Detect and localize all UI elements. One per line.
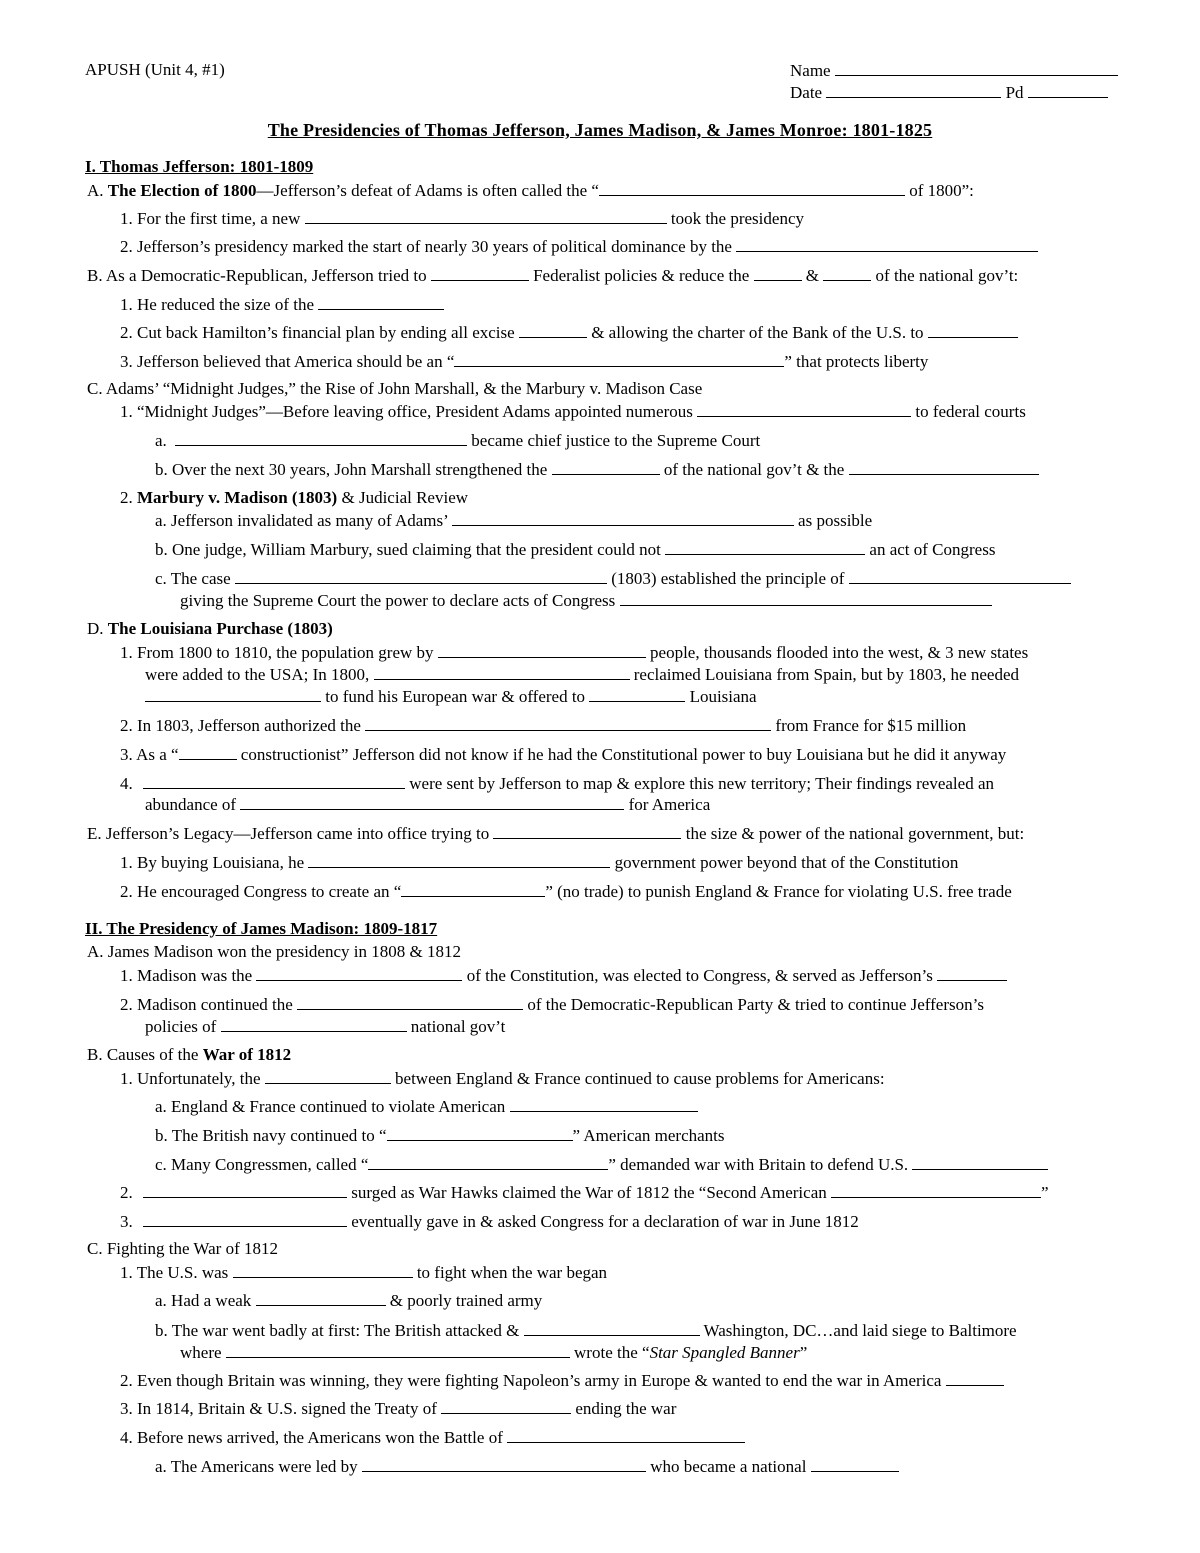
- item-text: ”: [1041, 1183, 1049, 1202]
- blank[interactable]: [754, 265, 802, 281]
- item-text: The British navy continued to “: [171, 1126, 387, 1145]
- item-letter: b.: [155, 1321, 168, 1340]
- blank[interactable]: [362, 1456, 646, 1472]
- date-label: Date: [790, 83, 823, 102]
- item-letter: b.: [155, 540, 168, 559]
- item-text: —Jefferson’s defeat of Adams is often called the “: [256, 181, 599, 200]
- blank[interactable]: [928, 322, 1018, 338]
- blank[interactable]: [265, 1068, 391, 1084]
- blank[interactable]: [912, 1154, 1048, 1170]
- item-text: One judge, William Marbury, sued claiming that the president could not: [172, 540, 666, 559]
- outline-item-1E2: [120, 881, 1012, 902]
- item-bold-text: War of 1812: [202, 1045, 292, 1064]
- item-text: Over the next 30 years, John Marshall strengthened the: [172, 460, 552, 479]
- item-text: people, thousands flooded into the west, & 3 new states: [645, 643, 1029, 662]
- item-letter: c.: [155, 569, 167, 588]
- item-number: 2.: [120, 1371, 133, 1390]
- name-row: [790, 60, 1118, 81]
- period-label: Pd: [1005, 83, 1024, 102]
- blank[interactable]: [175, 430, 467, 446]
- item-letter: A.: [87, 181, 104, 200]
- item-bold-text: The Election of 1800: [107, 181, 257, 200]
- item-text: policies of: [145, 1017, 221, 1036]
- item-text: wrote the “: [569, 1343, 650, 1362]
- item-text: surged as War Hawks claimed the War of 1812 the “Second American: [347, 1183, 831, 1202]
- item-number: 1.: [120, 643, 133, 662]
- item-text: as possible: [793, 511, 873, 530]
- item-text: Causes of the: [106, 1045, 203, 1064]
- blank[interactable]: [665, 539, 865, 555]
- blank[interactable]: [179, 744, 237, 760]
- outline-item-1C1: [120, 401, 1026, 422]
- item-text: From 1800 to 1810, the population grew by: [137, 643, 438, 662]
- outline-item-2C1a: [155, 1290, 542, 1311]
- item-text: government power beyond that of the Constitution: [610, 853, 959, 872]
- outline-item-1C2: [120, 488, 468, 508]
- course-label: APUSH (Unit 4, #1): [85, 60, 225, 79]
- outline-item-1A2: [120, 236, 1038, 257]
- outline-item-1B: [87, 265, 1018, 286]
- item-text: reclaimed Louisiana from Spain, but by 1803, he needed: [629, 665, 1019, 684]
- item-letter: a.: [155, 1457, 167, 1476]
- item-number: 4.: [120, 1428, 133, 1447]
- blank[interactable]: [849, 568, 1071, 584]
- outline-item-1C1a: [155, 430, 760, 451]
- item-text: to fund his European war & offered to: [321, 687, 590, 706]
- outline-item-2C4: [120, 1427, 745, 1448]
- item-text: Madison continued the: [137, 995, 298, 1014]
- item-text: James Madison won the presidency in 1808 & 1812: [107, 942, 461, 961]
- blank[interactable]: [589, 686, 685, 702]
- outline-item-1C2a: [155, 510, 872, 531]
- blank[interactable]: [145, 686, 321, 702]
- blank[interactable]: [305, 208, 667, 224]
- blank[interactable]: [849, 459, 1039, 475]
- blank[interactable]: [831, 1182, 1041, 1198]
- outline-item-1D4-cont: [145, 794, 710, 815]
- blank[interactable]: [599, 180, 905, 196]
- item-text: Jefferson believed that America should be an “: [137, 352, 455, 371]
- blank[interactable]: [221, 1016, 407, 1032]
- blank[interactable]: [620, 590, 992, 606]
- item-text: He encouraged Congress to create an “: [137, 882, 402, 901]
- outline-item-2C1b: [155, 1320, 1017, 1341]
- blank[interactable]: [524, 1320, 700, 1336]
- item-bold-text: The Louisiana Purchase (1803): [107, 619, 333, 638]
- name-label: Name: [790, 61, 831, 80]
- outline-item-1D1: [120, 642, 1028, 663]
- outline-item-1C1b: [155, 459, 1039, 480]
- item-text: to fight when the war began: [412, 1263, 608, 1282]
- outline-item-2B3: [120, 1211, 859, 1232]
- item-letter: a.: [155, 431, 167, 450]
- item-number: 1.: [120, 966, 133, 985]
- blank[interactable]: [452, 510, 794, 526]
- item-text: an act of Congress: [865, 540, 996, 559]
- outline-item-1D: [87, 619, 333, 639]
- item-text: for America: [624, 795, 711, 814]
- outline-item-2A1: [120, 965, 1007, 986]
- item-text: He reduced the size of the: [137, 295, 319, 314]
- outline-item-1D3: [120, 744, 1006, 765]
- item-text: of 1800”:: [904, 181, 974, 200]
- blank[interactable]: [401, 881, 545, 897]
- item-text: Washington, DC…and laid siege to Baltimore: [699, 1321, 1017, 1340]
- item-text: “Midnight Judges”—Before leaving office, President Adams appointed numerous: [137, 402, 698, 421]
- outline-item-2A: [87, 942, 461, 962]
- item-text: took the presidency: [666, 209, 804, 228]
- item-text: For the first time, a new: [137, 209, 305, 228]
- item-number: 1.: [120, 402, 133, 421]
- outline-item-2B1a: [155, 1096, 698, 1117]
- song-title: Star Spangled Banner: [649, 1343, 800, 1362]
- item-number: 2.: [120, 323, 133, 342]
- blank[interactable]: [454, 351, 784, 367]
- item-text: Madison was the: [137, 966, 257, 985]
- outline-item-1D4: [120, 773, 994, 794]
- period-field[interactable]: [1028, 82, 1108, 98]
- item-text: of the national gov’t:: [871, 266, 1019, 285]
- blank[interactable]: [493, 823, 681, 839]
- item-text: The Americans were led by: [170, 1457, 362, 1476]
- outline-item-2B: [87, 1045, 291, 1065]
- blank[interactable]: [823, 265, 871, 281]
- outline-item-2A2: [120, 994, 984, 1015]
- outline-item-1C2b: [155, 539, 995, 560]
- blank[interactable]: [308, 852, 610, 868]
- blank[interactable]: [697, 401, 911, 417]
- outline-item-2B1: [120, 1068, 885, 1089]
- item-letter: a.: [155, 1097, 167, 1116]
- item-letter: c.: [155, 1155, 167, 1174]
- blank[interactable]: [318, 294, 444, 310]
- item-letter: a.: [155, 1291, 167, 1310]
- outline-item-1C2c-cont: [180, 590, 992, 611]
- item-text: eventually gave in & asked Congress for a declaration of war in June 1812: [347, 1212, 859, 1231]
- blank[interactable]: [431, 265, 529, 281]
- outline-item-1E: [87, 823, 1024, 844]
- name-field[interactable]: [835, 60, 1118, 76]
- item-text: where: [180, 1343, 226, 1362]
- item-text: of the Democratic-Republican Party & tried to continue Jefferson’s: [523, 995, 984, 1014]
- blank[interactable]: [365, 715, 771, 731]
- item-text: giving the Supreme Court the power to declare acts of Congress: [180, 591, 620, 610]
- outline-item-1D1-cont1: [145, 664, 1019, 685]
- item-text: were sent by Jefferson to map & explore this new territory; Their findings revealed an: [405, 774, 994, 793]
- blank[interactable]: [240, 794, 624, 810]
- item-text: As a “: [136, 745, 179, 764]
- blank[interactable]: [441, 1398, 571, 1414]
- blank[interactable]: [143, 1211, 347, 1227]
- outline-item-1B2: [120, 322, 1018, 343]
- outline-item-2C1: [120, 1262, 607, 1283]
- item-text: ending the war: [571, 1399, 677, 1418]
- blank[interactable]: [226, 1342, 570, 1358]
- blank[interactable]: [937, 965, 1007, 981]
- item-number: 2.: [120, 995, 133, 1014]
- outline-item-1C2c: [155, 568, 1071, 589]
- outline-item-2C3: [120, 1398, 676, 1419]
- item-text: The case: [170, 569, 235, 588]
- outline-item-1B1: [120, 294, 444, 315]
- blank[interactable]: [946, 1370, 1004, 1386]
- item-text: The war went badly at first: The British attacked &: [171, 1321, 524, 1340]
- outline-item-2B2: [120, 1182, 1049, 1203]
- item-number: 2.: [120, 488, 133, 507]
- item-text: Jefferson invalidated as many of Adams’: [171, 511, 452, 530]
- item-text: became chief justice to the Supreme Court: [467, 431, 761, 450]
- item-text: between England & France continued to cause problems for Americans:: [390, 1069, 885, 1088]
- section-1-heading: I. Thomas Jefferson: 1801-1809: [85, 157, 314, 176]
- outline-item-2A2-cont: [145, 1016, 505, 1037]
- item-letter: C.: [87, 379, 103, 398]
- outline-item-2C1b-cont: [180, 1342, 807, 1363]
- item-text: & allowing the charter of the Bank of the U.S. to: [586, 323, 928, 342]
- item-number: 2.: [120, 237, 133, 256]
- outline-item-1D1-cont2: [145, 686, 757, 707]
- item-text: were added to the USA; In 1800,: [145, 665, 374, 684]
- blank[interactable]: [736, 236, 1038, 252]
- item-letter: D.: [87, 619, 104, 638]
- item-text: & Judicial Review: [337, 488, 469, 507]
- item-text: (1803) established the principle of: [606, 569, 849, 588]
- blank[interactable]: [811, 1456, 899, 1472]
- item-text: national gov’t: [406, 1017, 506, 1036]
- outline-item-1A1: [120, 208, 804, 229]
- item-text: Even though Britain was winning, they were fighting Napoleon’s army in Europe & wanted to end the war in America: [137, 1371, 946, 1390]
- item-text: &: [801, 266, 824, 285]
- item-text: Federalist policies & reduce the: [528, 266, 754, 285]
- outline-item-1A: [87, 180, 974, 201]
- item-text: Before news arrived, the Americans won the Battle of: [137, 1428, 508, 1447]
- blank[interactable]: [143, 773, 405, 789]
- blank[interactable]: [519, 322, 587, 338]
- item-text: As a Democratic-Republican, Jefferson tried to: [105, 266, 431, 285]
- blank[interactable]: [233, 1262, 413, 1278]
- blank[interactable]: [256, 1290, 386, 1306]
- item-letter: B.: [87, 1045, 103, 1064]
- item-number: 1.: [120, 209, 133, 228]
- blank[interactable]: [438, 642, 646, 658]
- item-text: Fighting the War of 1812: [106, 1239, 278, 1258]
- item-text: In 1803, Jefferson authorized the: [137, 716, 366, 735]
- item-text: Had a weak: [171, 1291, 256, 1310]
- item-letter: b.: [155, 1126, 168, 1145]
- item-number: 4.: [120, 774, 133, 793]
- item-number: 2.: [120, 882, 133, 901]
- blank[interactable]: [552, 459, 660, 475]
- item-text: ” demanded war with Britain to defend U.S.: [608, 1155, 913, 1174]
- item-text: Cut back Hamilton’s financial plan by ending all excise: [137, 323, 519, 342]
- item-text: By buying Louisiana, he: [137, 853, 309, 872]
- item-text: ” American merchants: [572, 1126, 725, 1145]
- item-text: who became a national: [645, 1457, 811, 1476]
- outline-item-1B3: [120, 351, 928, 372]
- item-text: to federal courts: [911, 402, 1026, 421]
- blank[interactable]: [256, 965, 462, 981]
- item-number: 1.: [120, 853, 133, 872]
- item-text: ” that protects liberty: [784, 352, 929, 371]
- page-title: The Presidencies of Thomas Jefferson, James Madison, & James Monroe: 1801-1825: [267, 120, 933, 140]
- outline-item-2B1b: [155, 1125, 725, 1146]
- date-row: [790, 82, 1108, 103]
- item-number: 3.: [120, 745, 133, 764]
- outline-item-1E1: [120, 852, 958, 873]
- item-text: Many Congressmen, called “: [171, 1155, 369, 1174]
- date-field[interactable]: [826, 82, 1001, 98]
- outline-item-2C2: [120, 1370, 1004, 1391]
- item-letter: E.: [87, 824, 102, 843]
- item-text: England & France continued to violate American: [171, 1097, 510, 1116]
- item-text: Louisiana: [685, 687, 757, 706]
- item-number: 1.: [120, 1069, 133, 1088]
- blank[interactable]: [387, 1125, 573, 1141]
- item-bold-text: Marbury v. Madison (1803): [137, 488, 338, 507]
- section-2-heading: II. The Presidency of James Madison: 1809-1817: [85, 919, 438, 938]
- blank[interactable]: [374, 664, 630, 680]
- item-text: Unfortunately, the: [137, 1069, 265, 1088]
- outline-item-1D2: [120, 715, 966, 736]
- item-number: 2.: [120, 716, 133, 735]
- item-text: of the Constitution, was elected to Congress, & served as Jefferson’s: [462, 966, 938, 985]
- blank[interactable]: [297, 994, 523, 1010]
- item-text: Jefferson’s Legacy—Jefferson came into office trying to: [105, 824, 494, 843]
- item-number: 1.: [120, 1263, 133, 1282]
- item-text: abundance of: [145, 795, 241, 814]
- item-text: the size & power of the national government, but:: [681, 824, 1025, 843]
- item-text: ”: [799, 1343, 808, 1362]
- blank[interactable]: [143, 1182, 347, 1198]
- item-text: Adams’ “Midnight Judges,” the Rise of John Marshall, & the Marbury v. Madison Case: [105, 379, 703, 398]
- item-number: 3.: [120, 1399, 133, 1418]
- item-text: from France for $15 million: [771, 716, 967, 735]
- blank[interactable]: [510, 1096, 698, 1112]
- item-text: The U.S. was: [136, 1263, 233, 1282]
- outline-item-1C: [87, 379, 702, 399]
- blank[interactable]: [507, 1427, 745, 1443]
- item-letter: b.: [155, 460, 168, 479]
- item-text: In 1814, Britain & U.S. signed the Treaty of: [137, 1399, 442, 1418]
- item-text: & poorly trained army: [385, 1291, 543, 1310]
- item-text: ” (no trade) to punish England & France for violating U.S. free trade: [545, 882, 1012, 901]
- outline-item-2C: [87, 1239, 278, 1259]
- item-number: 1.: [120, 295, 133, 314]
- blank[interactable]: [235, 568, 607, 584]
- item-letter: a.: [155, 511, 167, 530]
- item-letter: B.: [87, 266, 103, 285]
- item-number: 2.: [120, 1183, 133, 1202]
- item-letter: C.: [87, 1239, 103, 1258]
- outline-item-2C4a: [155, 1456, 899, 1477]
- item-letter: A.: [87, 942, 104, 961]
- outline-item-2B1c: [155, 1154, 1048, 1175]
- item-text: constructionist” Jefferson did not know if he had the Constitutional power to buy Louisiana but he did it anyway: [236, 745, 1007, 764]
- item-text: of the national gov’t & the: [659, 460, 849, 479]
- item-number: 3.: [120, 352, 133, 371]
- item-text: Jefferson’s presidency marked the start of nearly 30 years of political dominance by the: [137, 237, 737, 256]
- item-number: 3.: [120, 1212, 133, 1231]
- blank[interactable]: [368, 1154, 608, 1170]
